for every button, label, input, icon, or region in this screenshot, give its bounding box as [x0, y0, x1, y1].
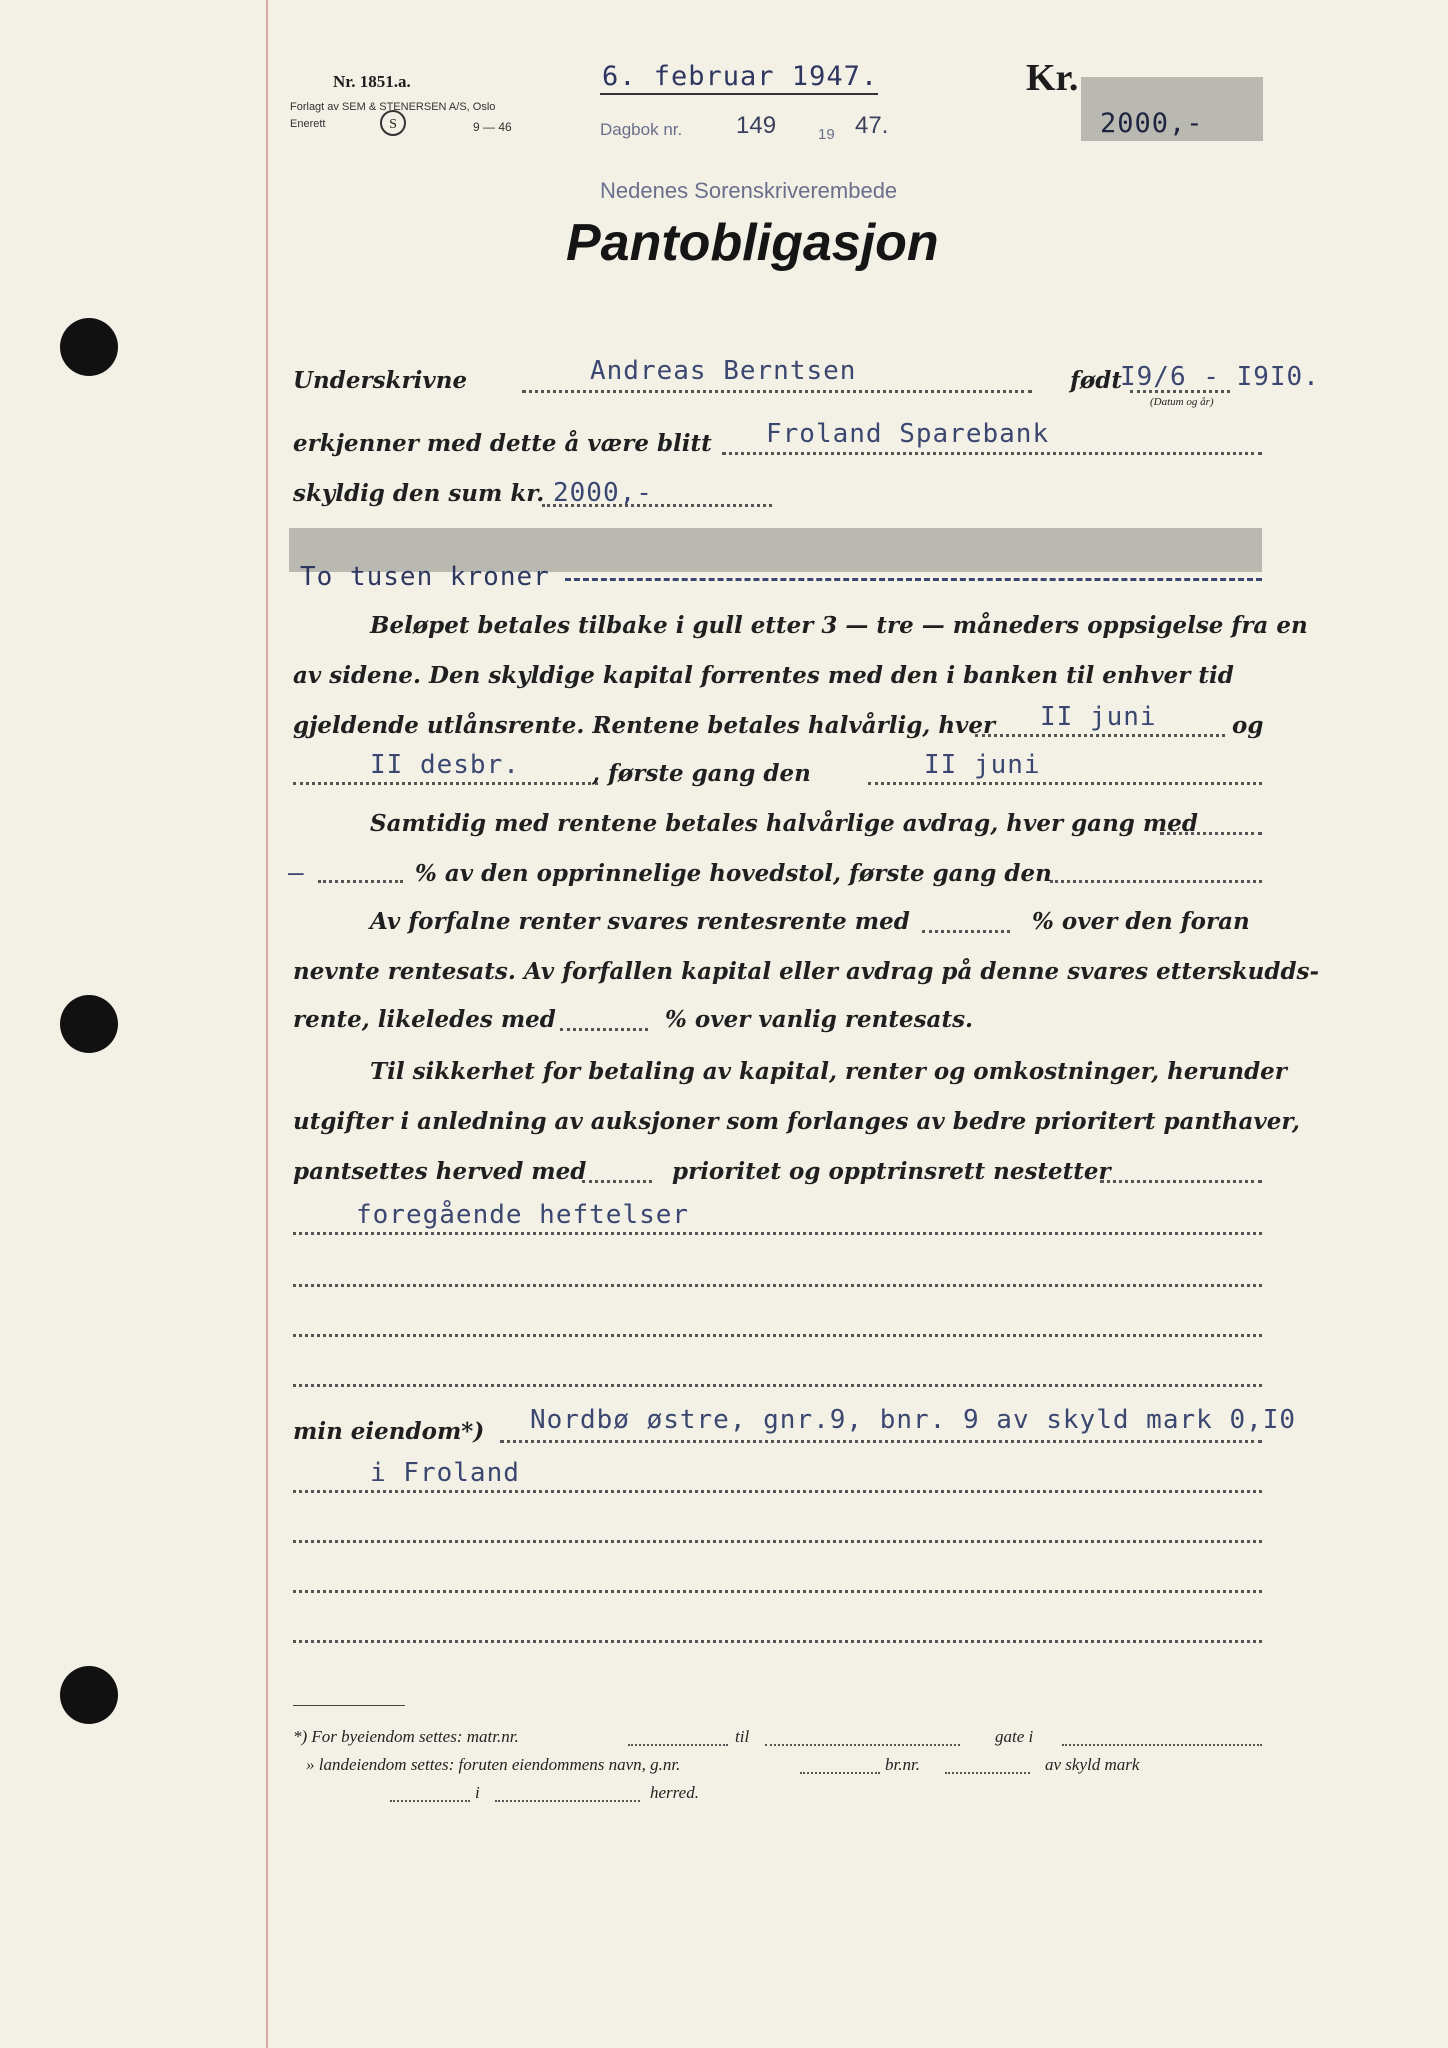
p2-line-b-dots2	[1050, 880, 1262, 883]
property-line-5	[293, 1640, 1262, 1643]
footnote-line3-b: herred.	[650, 1783, 699, 1802]
p3-line-a-end: % over den foran	[1032, 908, 1250, 935]
stamp-year: 47.	[855, 112, 889, 139]
stamp-office: Nedenes Sorenskriverembede	[600, 178, 898, 203]
p4-line-c-dots2	[1100, 1180, 1262, 1183]
undersigned-label: Underskrivne	[293, 367, 468, 394]
p1-line-d-value2: II juni	[924, 750, 1041, 780]
born-label: født	[1070, 367, 1122, 394]
born-hint: (Datum og år)	[1150, 396, 1214, 408]
kr-label: Kr.	[1026, 57, 1079, 99]
p4-line-b: utgifter i anledning av auksjoner som forlanges av bedre prioritert panthaver,	[293, 1108, 1300, 1135]
p1-line-d-dots	[293, 782, 598, 785]
document-title: Pantobligasjon	[566, 214, 939, 272]
property-value: Nordbø østre, gnr.9, bnr. 9 av skyld mark 0,I0	[530, 1405, 1297, 1435]
binder-hole-middle	[60, 995, 118, 1053]
publisher-line: Forlagt av SEM & STENERSEN A/S, Oslo	[290, 101, 496, 113]
footnote-line1-dots1	[628, 1744, 728, 1746]
footnote-line1-dots2	[765, 1744, 960, 1746]
publisher-enerett: Enerett	[290, 118, 326, 130]
p3-line-a: Av forfalne renter svares rentesrente med	[370, 908, 910, 935]
sum-words-dashes	[565, 578, 1262, 581]
p1-line-d-value: II desbr.	[370, 750, 520, 780]
binder-hole-top	[60, 318, 118, 376]
sum-words: To tusen kroner	[300, 562, 550, 592]
footnote-line2-dots2	[945, 1772, 1030, 1774]
date-underline	[600, 93, 878, 95]
undersigned-line	[522, 390, 1032, 393]
footnote-line2-b: br.nr.	[885, 1755, 920, 1774]
p1-line-c-value: II juni	[1040, 702, 1157, 732]
creditor-line	[722, 452, 1262, 455]
form-number: Nr. 1851.a.	[333, 72, 411, 91]
p4-line-d-value: foregående heftelser	[356, 1200, 690, 1230]
footnote-line2-c: av skyld mark	[1045, 1755, 1140, 1774]
footnote-line1-dots3	[1062, 1744, 1262, 1746]
p4-line-d-dots	[293, 1232, 1262, 1235]
born-value: I9/6 - I9I0.	[1120, 362, 1320, 392]
document-date: 6. februar 1947.	[602, 61, 879, 92]
footnote-rule	[293, 1705, 405, 1706]
p3-line-a-dots	[922, 930, 1010, 933]
p1-line-c: gjeldende utlånsrente. Rentene betales halvårlig, hver	[293, 712, 996, 739]
p2-line-b: % av den opprinnelige hovedstol, første gang den	[415, 860, 1052, 887]
footnote-line1-b: til	[735, 1727, 750, 1746]
p1-line-b: av sidene. Den skyldige kapital forrentes med den i banken til enhver tid	[293, 662, 1234, 689]
sum-value: 2000,-	[553, 478, 653, 508]
p4-line-c-dots	[582, 1180, 652, 1183]
property-line-3	[293, 1540, 1262, 1543]
footnote-line3-dots1	[390, 1800, 470, 1802]
footnote-line2-a: » landeiendom settes: foruten eiendommens navn, g.nr.	[306, 1755, 681, 1774]
creditor-value: Froland Sparebank	[766, 419, 1050, 449]
property-line-2	[293, 1490, 1262, 1493]
p3-line-c-dots	[560, 1028, 648, 1031]
p1-line-c-dots	[975, 734, 1225, 737]
stamp-dagbok-number: 149	[736, 112, 777, 139]
stamp-year-prefix: 19	[818, 126, 835, 143]
footnote-line3-a: i	[475, 1783, 480, 1802]
p1-line-d-dots2	[868, 782, 1262, 785]
property-line	[500, 1440, 1262, 1443]
property-value-2: i Froland	[370, 1458, 520, 1488]
p4-line-c: pantsettes herved med	[293, 1158, 587, 1185]
p2-line-a: Samtidig med rentene betales halvårlige avdrag, hver gang med	[370, 810, 1198, 837]
creditor-label: erkjenner med dette å være blitt	[293, 430, 712, 457]
p4-line-c-end: prioritet og opptrinsrett nestetter	[672, 1158, 1111, 1185]
footnote-line2-dots1	[800, 1772, 880, 1774]
blank-line-3	[293, 1384, 1262, 1387]
property-line-4	[293, 1590, 1262, 1593]
p2-line-a-dots	[1160, 832, 1262, 835]
margin-line	[266, 0, 268, 2048]
p4-line-a: Til sikkerhet for betaling av kapital, renter og omkostninger, herunder	[370, 1058, 1287, 1085]
property-label: min eiendom*)	[293, 1418, 485, 1445]
publisher-date: 9 — 46	[473, 120, 512, 134]
p3-line-c-end: % over vanlig rentesats.	[665, 1006, 974, 1033]
p1-line-d: , første gang den	[592, 760, 811, 787]
stamp-dagbok-label: Dagbok nr.	[600, 120, 683, 139]
blank-line-2	[293, 1334, 1262, 1337]
footnote-line3-dots2	[495, 1800, 640, 1802]
p2-line-b-value: —	[288, 858, 305, 888]
p1-line-a: Beløpet betales tilbake i gull etter 3 — tre — måneders oppsigelse fra en	[370, 612, 1308, 639]
binder-hole-bottom	[60, 1666, 118, 1724]
undersigned-value: Andreas Berntsen	[590, 356, 857, 386]
sum-label: skyldig den sum kr.	[293, 480, 545, 507]
p2-line-b-dots	[318, 880, 403, 883]
p1-line-c-end: og	[1232, 712, 1264, 739]
p3-line-b: nevnte rentesats. Av forfallen kapital eller avdrag på denne svares etterskudds-	[293, 958, 1320, 985]
header-amount: 2000,-	[1100, 108, 1204, 139]
p3-line-c: rente, likeledes med	[293, 1006, 556, 1033]
footnote-line1-a: *) For byeiendom settes: matr.nr.	[293, 1727, 519, 1746]
blank-line-1	[293, 1284, 1262, 1287]
footnote-line1-c: gate i	[995, 1727, 1034, 1746]
publisher-logo-icon: S	[380, 110, 406, 136]
